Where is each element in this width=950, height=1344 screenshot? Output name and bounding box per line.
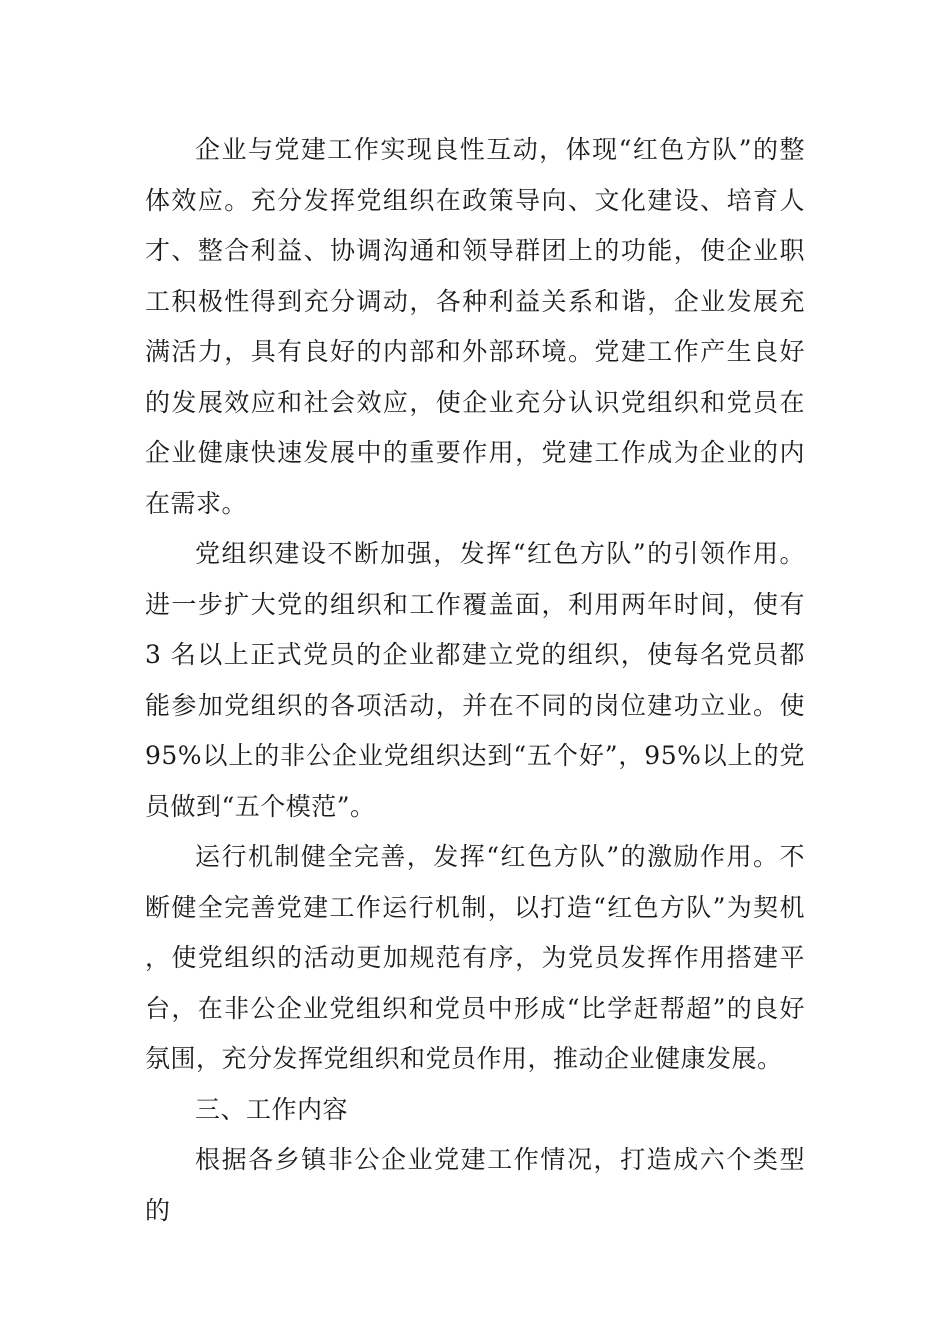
document-page (145, 125, 805, 1236)
section-heading-work-content: 三、工作内容 (195, 1094, 349, 1124)
paragraph-operating-mechanism: 运行机制健全完善，发挥“红色方队”的激励作用。不断健全完善党建工作运行机制，以打造“红色方队”为契机，使党组织的活动更加规范有序，为党员发挥作用搭建平台，在非公企业党组织和党员中形成“比学赶帮超”的良好氛围，充分发挥党组织和党员作用，推动企业健康发展。 (145, 842, 805, 1073)
paragraph-party-organization-building: 党组织建设不断加强，发挥“红色方队”的引领作用。进一步扩大党的组织和工作覆盖面，利用两年时间，使有 3 名以上正式党员的企业都建立党的组织，使每名党员都能参加党组织的各项活动，并在不同的岗位建功立业。使 95%以上的非公企业党组织达到“五个好”，95%以上的党员做到“五个模范”。 (145, 539, 805, 821)
paragraph-corporate-party-interaction: 企业与党建工作实现良性互动，体现“红色方队”的整体效应。充分发挥党组织在政策导向、文化建设、培育人才、整合利益、协调沟通和领导群团上的功能，使企业职工积极性得到充分调动，各种利益关系和谐，企业发展充满活力，具有良好的内部和外部环境。党建工作产生良好的发展效应和社会效应，使企业充分认识党组织和党员在企业健康快速发展中的重要作用，党建工作成为企业的内在需求。 (145, 135, 805, 518)
paragraph-work-content-intro: 根据各乡镇非公企业党建工作情况，打造成六个类型的 (145, 1145, 805, 1225)
